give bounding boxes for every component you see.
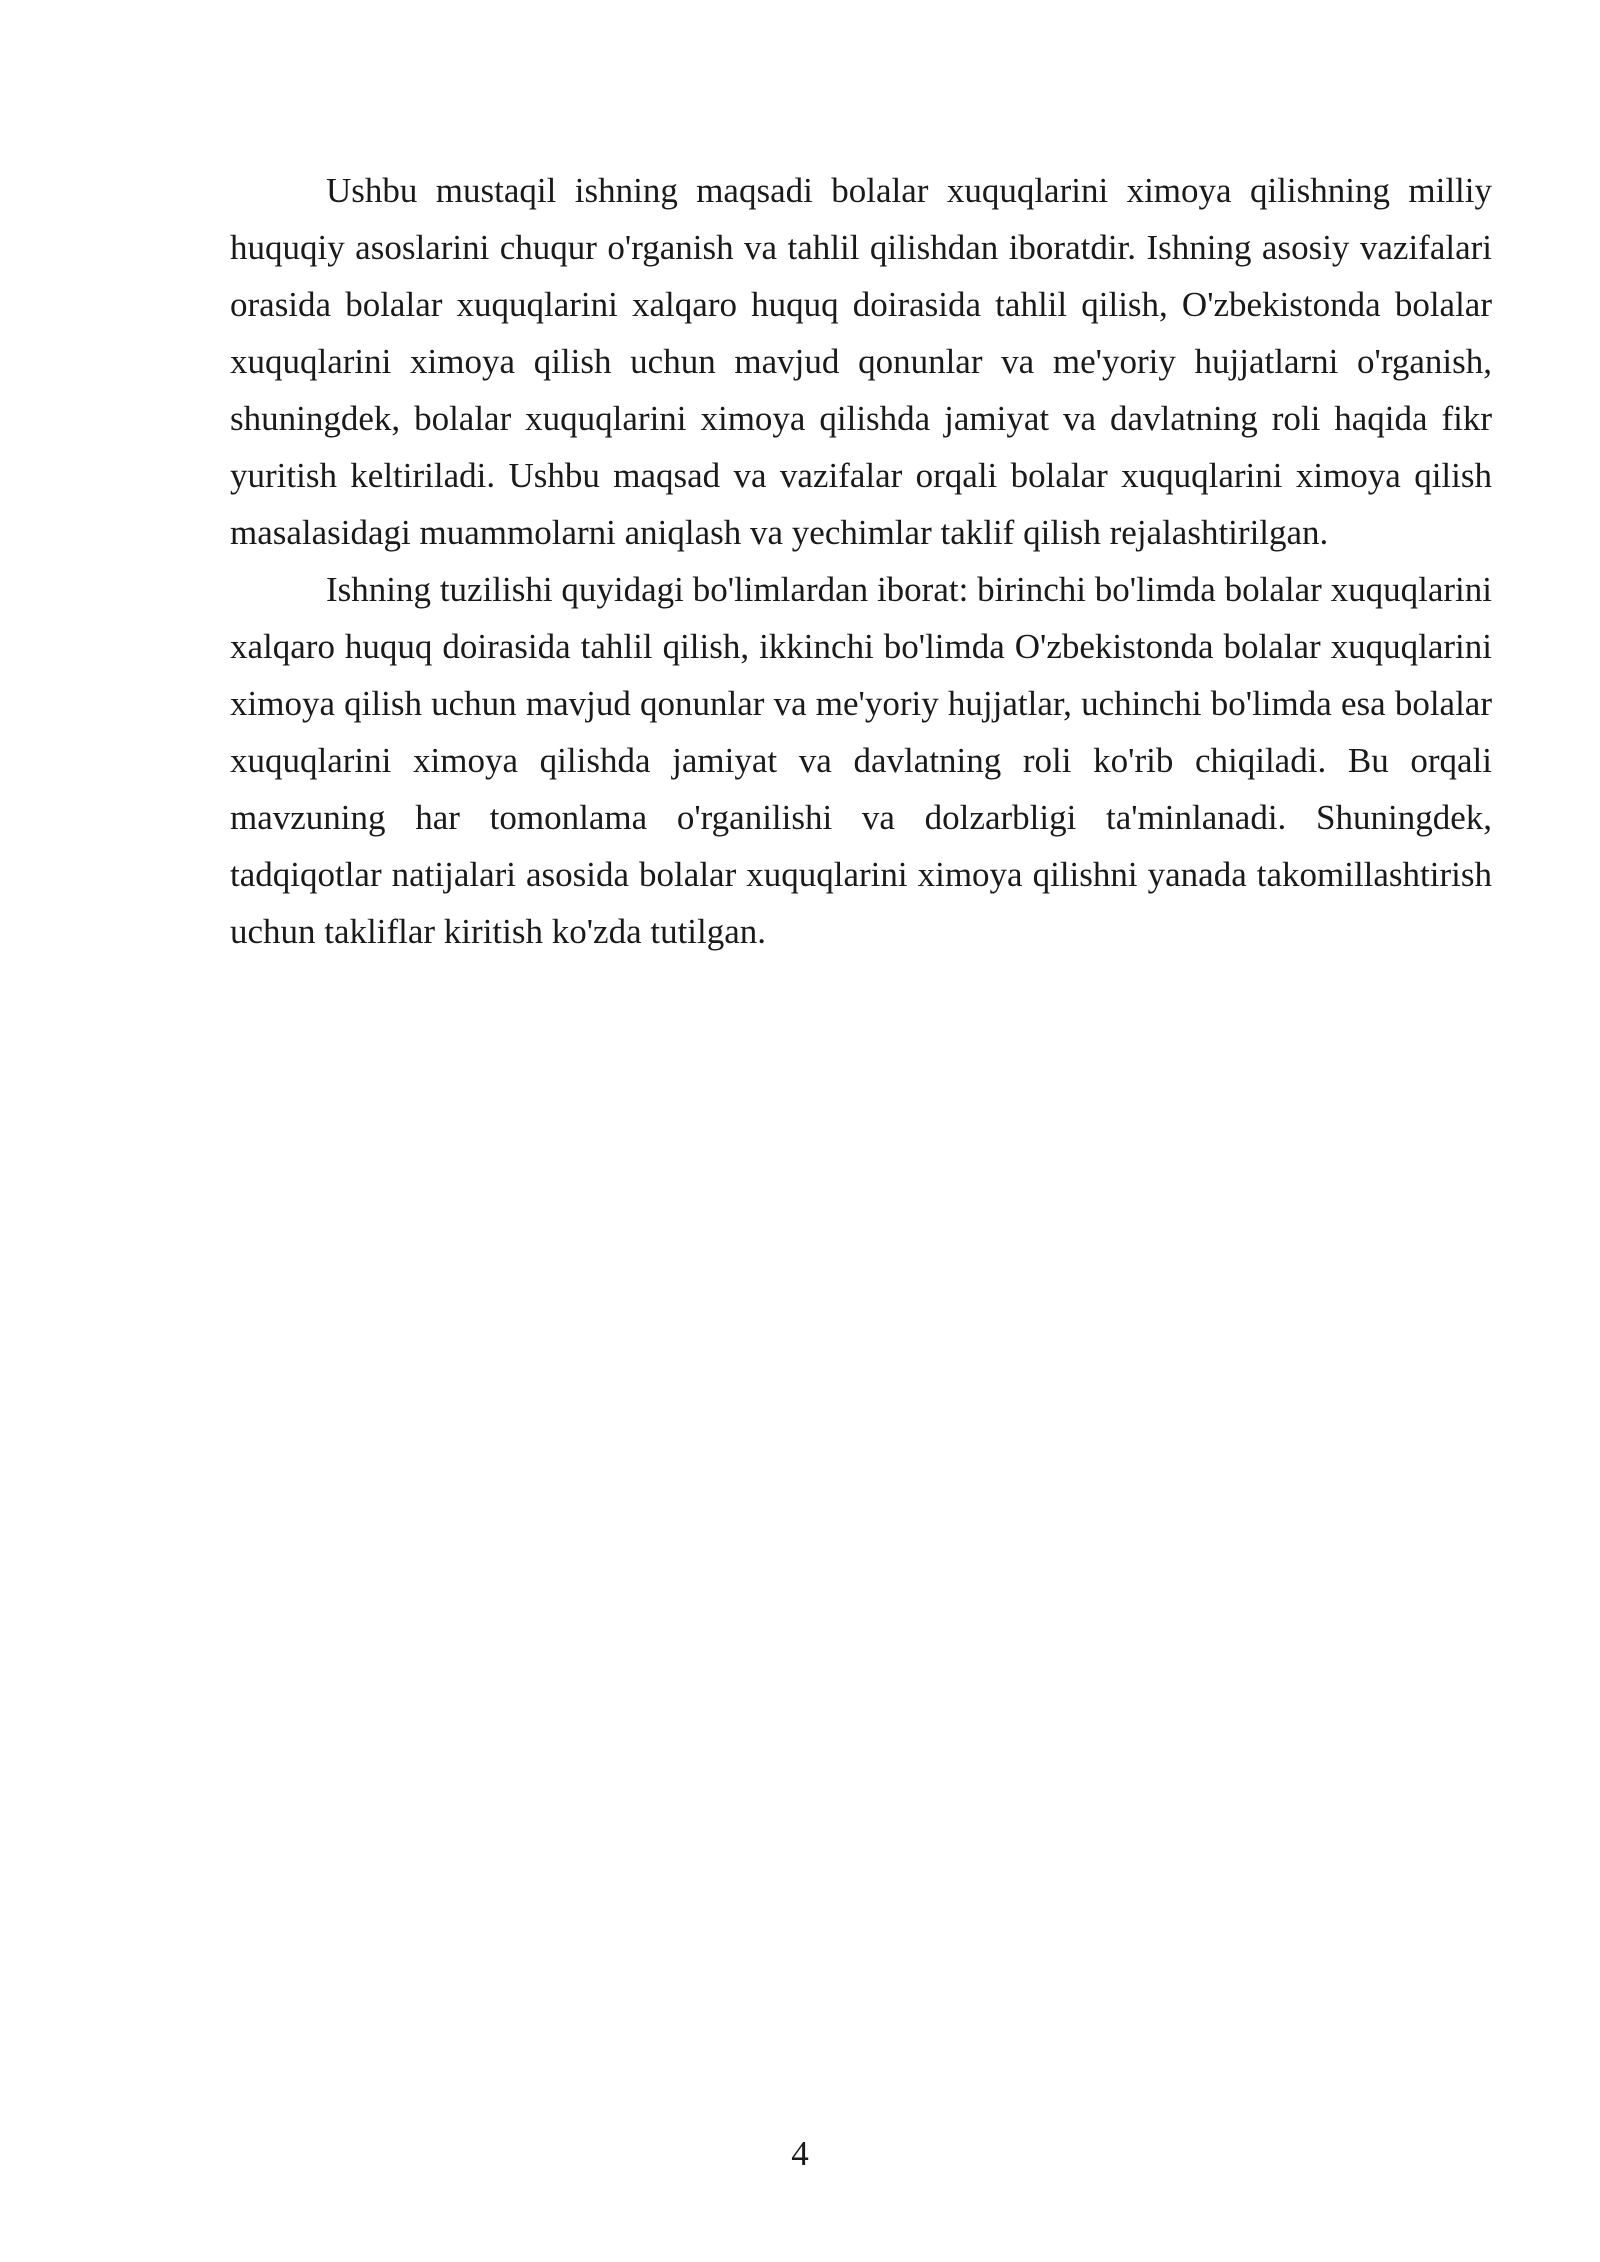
page-number: 4 [791,2134,809,2173]
page-body [230,162,1492,960]
paragraph-structure: Ishning tuzilishi quyidagi bo'limlardan iborat: birinchi bo'limda bolalar xuquqlarini xalqaro huquq doirasida tahlil qilish, ikkinchi bo'limda O'zbekistonda bolalar xuquqlarini ximoya qilish uchun mavjud qonunlar va me'yoriy hujjatlar, uchinchi bo'limda esa bolalar xuquqlarini ximoya qilishda jamiyat va davlatning roli ko'rib chiqiladi. Bu orqali mavzuning har tomonlama o'rganilishi va dolzarbligi ta'minlanadi. Shuningdek, tadqiqotlar natijalari asosida bolalar xuquqlarini ximoya qilishni yanada takomillashtirish uchun takliflar kiritish ko'zda tutilgan. [230,570,1492,951]
paragraph-purpose: Ushbu mustaqil ishning maqsadi bolalar xuquqlarini ximoya qilishning milliy huquqiy asoslarini chuqur o'rganish va tahlil qilishdan iboratdir. Ishning asosiy vazifalari orasida bolalar xuquqlarini xalqaro huquq doirasida tahlil qilish, O'zbekistonda bolalar xuquqlarini ximoya qilish uchun mavjud qonunlar va me'yoriy hujjatlarni o'rganish, shuningdek, bolalar xuquqlarini ximoya qilishda jamiyat va davlatning roli haqida fikr yuritish keltiriladi. Ushbu maqsad va vazifalar orqali bolalar xuquqlarini ximoya qilish masalasidagi muammolarni aniqlash va yechimlar taklif qilish rejalashtirilgan. [230,171,1492,552]
